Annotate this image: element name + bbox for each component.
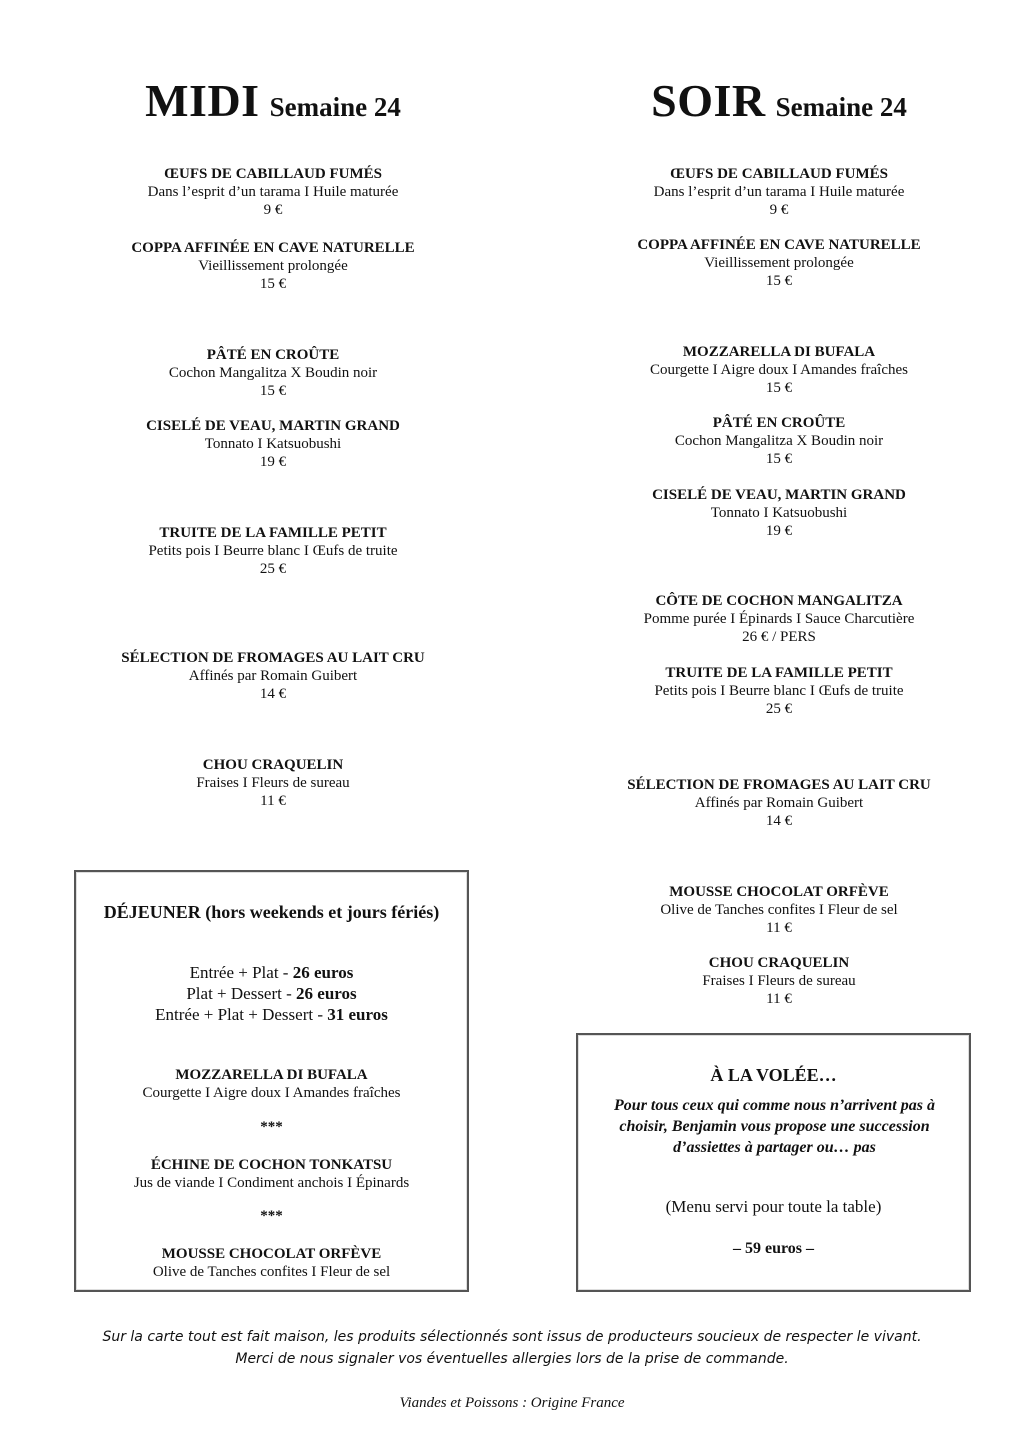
formula-price: 26 euros xyxy=(296,984,357,1003)
separator-stars: *** xyxy=(260,1208,283,1224)
dejeuner-formulas xyxy=(76,962,467,1025)
dish-price: 25 € xyxy=(765,701,793,717)
course-desc: Olive de Tanches confites I Fleur de sel xyxy=(152,1264,391,1280)
midi-dish xyxy=(60,649,486,703)
dish-desc: Cochon Mangalitza X Boudin noir xyxy=(168,365,378,381)
soir-dish xyxy=(560,664,998,718)
soir-dish xyxy=(560,414,998,468)
course-name: ÉCHINE DE COCHON TONKATSU xyxy=(150,1157,393,1173)
soir-dish xyxy=(560,592,998,646)
dish-price: 15 € xyxy=(259,383,287,399)
dish-price: 15 € xyxy=(765,451,793,467)
formula-label: Entrée + Plat + Dessert - xyxy=(155,1005,328,1024)
dish-price: 11 € xyxy=(766,920,792,936)
volee-title: À LA VOLÉE… xyxy=(710,1065,837,1085)
soir-dish xyxy=(560,776,998,830)
dish-desc: Olive de Tanches confites I Fleur de sel xyxy=(660,902,898,918)
dish-name: ŒUFS DE CABILLAUD FUMÉS xyxy=(670,166,888,182)
midi-title xyxy=(0,74,546,127)
soir-dish xyxy=(560,954,998,1008)
soir-dish xyxy=(560,486,998,540)
dish-price: 11 € xyxy=(766,991,792,1007)
dish-price: 25 € xyxy=(259,561,287,577)
dish-desc: Fraises I Fleurs de sureau xyxy=(196,775,350,791)
dish-desc: Petits pois I Beurre blanc I Œufs de truite xyxy=(148,543,398,559)
dish-name: CÔTE DE COCHON MANGALITZA xyxy=(655,593,903,609)
dish-price: 14 € xyxy=(765,813,793,829)
footer-notice xyxy=(0,1326,1024,1370)
course-desc: Courgette I Aigre doux I Amandes fraîches xyxy=(142,1085,401,1101)
course-desc: Jus de viande I Condiment anchois I Épinards xyxy=(133,1175,410,1191)
dejeuner-course xyxy=(76,1245,467,1281)
formula-label: Entrée + Plat - xyxy=(189,963,293,982)
dish-desc: Petits pois I Beurre blanc I Œufs de truite xyxy=(654,683,904,699)
course-name: MOUSSE CHOCOLAT ORFÈVE xyxy=(161,1246,382,1262)
dish-desc: Fraises I Fleurs de sureau xyxy=(702,973,856,989)
midi-title-week: Semaine 24 xyxy=(269,92,401,122)
footer-line-homemade: Sur la carte tout est fait maison, les produits sélectionnés sont issus de producteurs soucieux de respecter le vivant. xyxy=(102,1329,922,1345)
formula-label: Plat + Dessert - xyxy=(186,984,297,1003)
dish-desc: Tonnato I Katsuobushi xyxy=(204,436,342,452)
dish-price: 9 € xyxy=(263,202,283,218)
footer-origin: Viandes et Poissons : Origine France xyxy=(399,1395,625,1411)
soir-dish xyxy=(560,165,998,219)
dish-desc: Vieillissement prolongée xyxy=(198,258,348,274)
dish-price: 9 € xyxy=(769,202,789,218)
midi-dish xyxy=(60,165,486,219)
dejeuner-title: DÉJEUNER (hors weekends et jours fériés) xyxy=(103,902,440,922)
dish-price: 19 € xyxy=(765,523,793,539)
formula-line xyxy=(76,983,467,1004)
dish-name: MOUSSE CHOCOLAT ORFÈVE xyxy=(669,884,889,900)
soir-dish xyxy=(560,883,998,937)
dish-price: 15 € xyxy=(259,276,287,292)
dejeuner-course xyxy=(76,1066,467,1102)
dish-name: PÂTÉ EN CROÛTE xyxy=(206,347,340,363)
dish-name: CHOU CRAQUELIN xyxy=(708,955,850,971)
dish-name: COPPA AFFINÉE EN CAVE NATURELLE xyxy=(131,240,415,256)
dejeuner-course xyxy=(76,1156,467,1192)
dish-desc: Tonnato I Katsuobushi xyxy=(710,505,848,521)
midi-dish xyxy=(60,417,486,471)
dish-price: 14 € xyxy=(259,686,287,702)
dish-price: 11 € xyxy=(260,793,286,809)
midi-dish xyxy=(60,239,486,293)
dish-name: CISELÉ DE VEAU, MARTIN GRAND xyxy=(146,418,400,434)
separator-stars: *** xyxy=(260,1119,283,1135)
dejeuner-box xyxy=(74,870,469,1292)
dish-price: 19 € xyxy=(259,454,287,470)
dish-desc: Dans l’esprit d’un tarama I Huile maturée xyxy=(147,184,399,200)
soir-title-main: SOIR xyxy=(651,75,766,126)
dish-desc: Courgette I Aigre doux I Amandes fraîches xyxy=(650,362,908,378)
volee-note: (Menu servi pour toute la table) xyxy=(665,1197,882,1216)
volee-description: Pour tous ceux qui comme nous n’arrivent pas à choisir, Benjamin vous propose une succession d’assiettes à partager ou… pas xyxy=(614,1097,935,1156)
dish-price: 15 € xyxy=(765,380,793,396)
dish-name: PÂTÉ EN CROÛTE xyxy=(712,415,846,431)
midi-dish xyxy=(60,346,486,400)
dish-name: CHOU CRAQUELIN xyxy=(202,757,344,773)
dish-name: COPPA AFFINÉE EN CAVE NATURELLE xyxy=(637,237,921,253)
soir-dish xyxy=(560,236,998,290)
dish-desc: Affinés par Romain Guibert xyxy=(188,668,358,684)
a-la-volee-box xyxy=(576,1033,971,1292)
formula-price: 31 euros xyxy=(327,1005,388,1024)
dish-name: TRUITE DE LA FAMILLE PETIT xyxy=(159,525,387,541)
soir-title-week: Semaine 24 xyxy=(775,92,907,122)
dish-desc: Dans l’esprit d’un tarama I Huile maturée xyxy=(653,184,905,200)
dish-price: 26 € / PERS xyxy=(742,629,816,645)
dish-price: 15 € xyxy=(765,273,793,289)
dish-name: CISELÉ DE VEAU, MARTIN GRAND xyxy=(652,487,906,503)
formula-line xyxy=(76,962,467,983)
soir-title xyxy=(520,74,1024,127)
midi-dish xyxy=(60,756,486,810)
dish-name: SÉLECTION DE FROMAGES AU LAIT CRU xyxy=(627,777,931,793)
dish-desc: Pomme purée I Épinards I Sauce Charcutière xyxy=(643,611,915,627)
dish-name: TRUITE DE LA FAMILLE PETIT xyxy=(665,665,893,681)
dish-name: SÉLECTION DE FROMAGES AU LAIT CRU xyxy=(121,650,425,666)
volee-price: – 59 euros – xyxy=(732,1240,815,1257)
dish-desc: Vieillissement prolongée xyxy=(704,255,854,271)
footer-line-allergies: Merci de nous signaler vos éventuelles allergies lors de la prise de commande. xyxy=(235,1351,789,1367)
formula-price: 26 euros xyxy=(292,963,354,982)
course-name: MOZZARELLA DI BUFALA xyxy=(175,1067,368,1083)
midi-title-main: MIDI xyxy=(145,75,260,126)
dish-desc: Cochon Mangalitza X Boudin noir xyxy=(674,433,884,449)
dish-name: MOZZARELLA DI BUFALA xyxy=(682,344,876,360)
dish-desc: Affinés par Romain Guibert xyxy=(694,795,864,811)
midi-dish xyxy=(60,524,486,578)
dish-name: ŒUFS DE CABILLAUD FUMÉS xyxy=(164,166,382,182)
soir-dish xyxy=(560,343,998,397)
formula-line xyxy=(76,1004,467,1025)
